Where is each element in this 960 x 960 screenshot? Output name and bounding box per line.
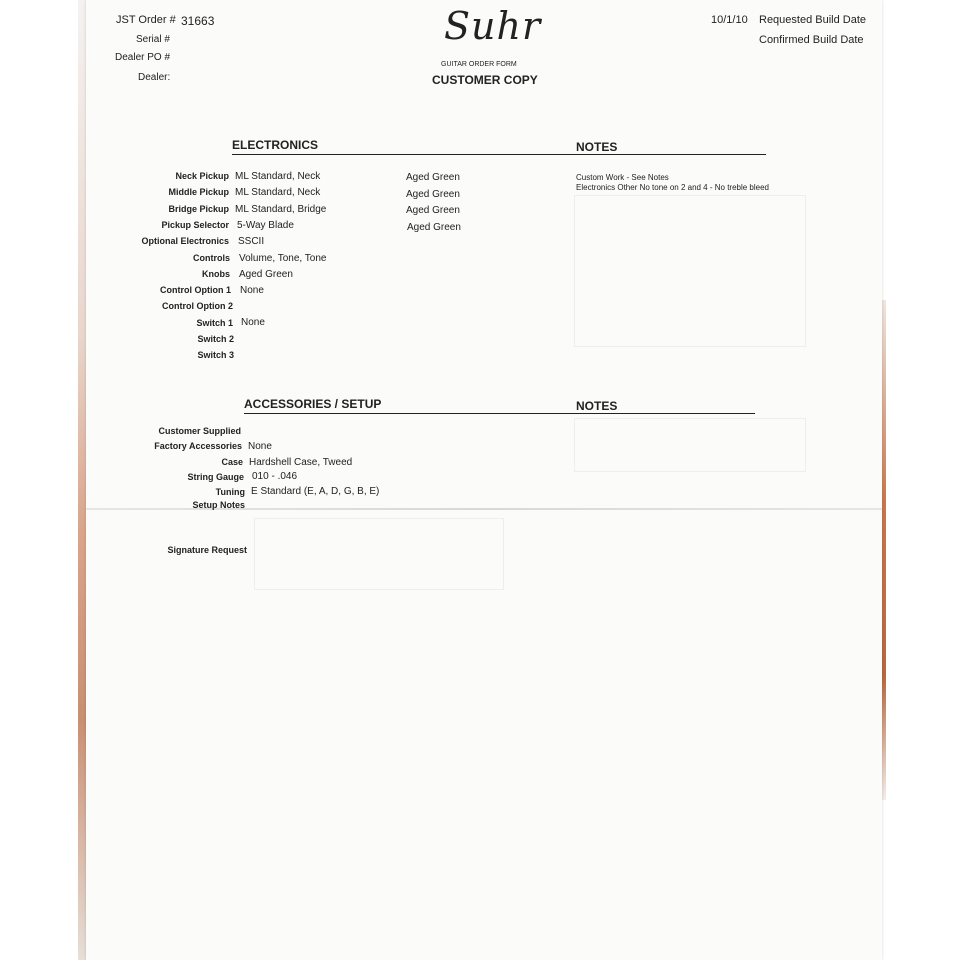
value-controls: Volume, Tone, Tone (239, 253, 327, 264)
label-pickup-selector: Pickup Selector (161, 220, 229, 230)
label-optional-electronics: Optional Electronics (141, 236, 229, 246)
accessories-notes-heading: NOTES (576, 399, 618, 413)
value-knobs: Aged Green (239, 269, 293, 280)
accessories-heading: ACCESSORIES / SETUP (244, 397, 382, 411)
label-customer-supplied: Customer Supplied (158, 426, 241, 436)
label-middle-pickup: Middle Pickup (168, 187, 229, 197)
label-string-gauge: String Gauge (187, 472, 244, 482)
label-case: Case (221, 457, 243, 467)
label-control-option-1: Control Option 1 (160, 285, 231, 295)
dealer-po-label: Dealer PO # (115, 52, 171, 63)
accessories-rule (244, 413, 755, 414)
electronics-notes-heading: NOTES (576, 140, 618, 154)
label-bridge-pickup: Bridge Pickup (168, 204, 229, 214)
value-tuning: E Standard (E, A, D, G, B, E) (251, 486, 380, 497)
finish-neck-pickup: Aged Green (406, 172, 460, 183)
electronics-notes-box (574, 195, 806, 347)
finish-middle-pickup: Aged Green (406, 189, 460, 200)
jst-order-label: JST Order # (116, 14, 176, 26)
electronics-note-1: Custom Work - See Notes (576, 173, 669, 182)
electronics-heading: ELECTRONICS (232, 138, 319, 152)
value-string-gauge: 010 - .046 (252, 471, 298, 482)
label-switch-1: Switch 1 (196, 318, 233, 328)
form-title: GUITAR ORDER FORM (441, 61, 517, 68)
label-knobs: Knobs (202, 269, 230, 279)
electronics-rule (232, 154, 766, 155)
label-neck-pickup: Neck Pickup (175, 171, 229, 181)
requested-date-value: 10/1/10 (711, 14, 748, 26)
value-pickup-selector: 5-Way Blade (237, 220, 294, 231)
copy-title: CUSTOMER COPY (432, 73, 538, 87)
label-switch-3: Switch 3 (197, 350, 234, 360)
label-controls: Controls (193, 253, 230, 263)
dealer-label: Dealer: (138, 72, 171, 83)
value-middle-pickup: ML Standard, Neck (235, 187, 321, 198)
label-setup-notes: Setup Notes (192, 500, 245, 510)
value-switch-1: None (241, 317, 265, 328)
label-factory-accessories: Factory Accessories (154, 441, 242, 451)
value-factory-accessories: None (248, 441, 272, 452)
suhr-logo: Suhr (444, 4, 542, 48)
value-optional-electronics: SSCII (238, 236, 265, 247)
value-bridge-pickup: ML Standard, Bridge (235, 204, 327, 215)
value-control-option-1: None (240, 285, 264, 296)
label-control-option-2: Control Option 2 (162, 301, 233, 311)
jst-order-value: 31663 (181, 14, 215, 28)
serial-label: Serial # (136, 34, 170, 45)
label-tuning: Tuning (215, 487, 245, 497)
value-case: Hardshell Case, Tweed (249, 457, 353, 468)
finish-pickup-selector: Aged Green (407, 222, 461, 233)
signature-label: Signature Request (167, 545, 247, 555)
value-neck-pickup: ML Standard, Neck (235, 171, 321, 182)
signature-box (254, 518, 504, 590)
confirmed-date-label: Confirmed Build Date (759, 34, 864, 46)
electronics-note-2: Electronics Other No tone on 2 and 4 - No treble bleed (576, 183, 769, 192)
label-switch-2: Switch 2 (197, 334, 234, 344)
finish-bridge-pickup: Aged Green (406, 205, 460, 216)
requested-date-label: Requested Build Date (759, 14, 867, 26)
accessories-notes-box (574, 418, 806, 472)
